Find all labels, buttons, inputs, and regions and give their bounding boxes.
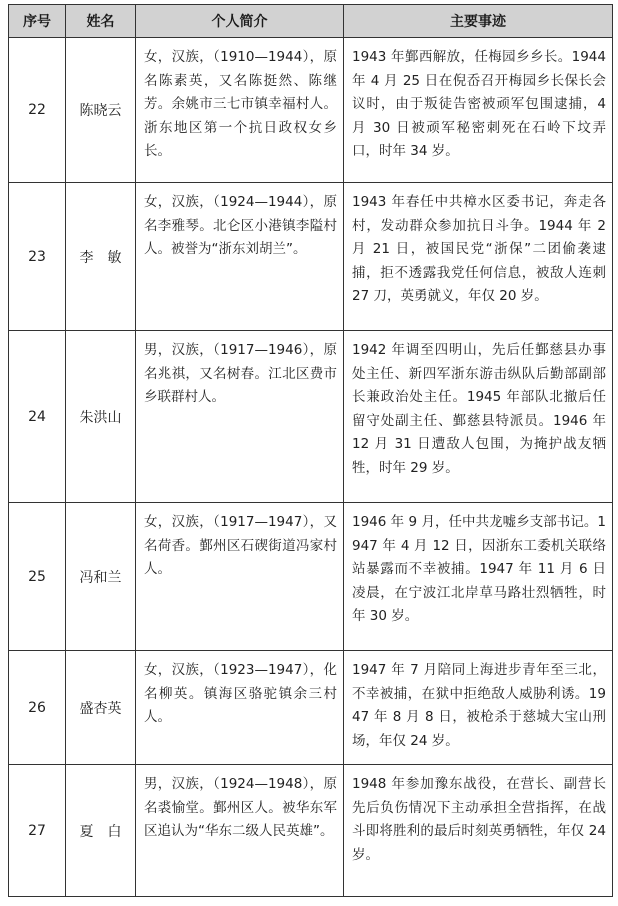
table-row	[9, 651, 613, 765]
row-name: 盛杏英	[66, 651, 136, 765]
row-intro: 女，汉族，（1923—1947），化名柳英。镇海区骆驼镇余三村人。	[136, 651, 344, 765]
row-name: 朱洪山	[66, 331, 136, 503]
row-index: 26	[9, 651, 66, 765]
row-index: 25	[9, 503, 66, 651]
row-index: 22	[9, 38, 66, 183]
row-deeds: 1943 年鄞西解放，任梅园乡乡长。1944 年 4 月 25 日在倪岙召开梅园乡长保长会议时，由于叛徒告密被顽军包围逮捕，4 月 30 日被顽军秘密刺死在石岭下坟弄口，时年 34 岁。	[344, 38, 613, 183]
table-row	[9, 765, 613, 897]
row-intro: 男，汉族，（1924—1948），原名裘愉堂。鄞州区人。被华东军区追认为“华东二级人民英雄”。	[136, 765, 344, 897]
row-intro: 男，汉族，（1917—1946），原名兆祺，又名树春。江北区费市乡联群村人。	[136, 331, 344, 503]
row-deeds: 1948 年参加豫东战役，在营长、副营长先后负伤情况下主动承担全营指挥，在战斗即将胜利的最后时刻英勇牺牲，年仅 24 岁。	[344, 765, 613, 897]
row-index: 23	[9, 183, 66, 331]
table-row	[9, 331, 613, 503]
row-intro: 女，汉族，（1910—1944），原名陈素英，又名陈挺然、陈继芳。余姚市三七市镇幸福村人。浙东地区第一个抗日政权女乡长。	[136, 38, 344, 183]
row-deeds: 1947 年 7 月陪同上海进步青年至三北，不幸被捕，在狱中拒绝敌人威胁利诱。1947 年 8 月 8 日，被枪杀于慈城大宝山刑场，年仅 24 岁。	[344, 651, 613, 765]
row-name: 冯和兰	[66, 503, 136, 651]
table-row	[9, 503, 613, 651]
row-deeds: 1946 年 9 月，任中共龙嘘乡支部书记。1947 年 4 月 12 日，因浙东工委机关联络站暴露而不幸被捕。1947 年 11 月 6 日凌晨，在宁波江北岸草马路壮烈牺牲，时年 30 岁。	[344, 503, 613, 651]
header-deeds: 主要事迹	[344, 5, 613, 38]
header-index: 序号	[9, 5, 66, 38]
header-intro: 个人简介	[136, 5, 344, 38]
header-name: 姓名	[66, 5, 136, 38]
table-row	[9, 38, 613, 183]
row-intro: 女，汉族，（1917—1947），又名荷香。鄞州区石碶街道冯家村人。	[136, 503, 344, 651]
row-deeds: 1942 年调至四明山，先后任鄞慈县办事处主任、新四军浙东游击纵队后勤部副部长兼政治处主任。1945 年部队北撤后任留守处副主任、鄞慈县特派员。1946 年 12 月 31 日遭敌人包围，为掩护战友牺牲，时年 29 岁。	[344, 331, 613, 503]
row-name: 夏 白	[66, 765, 136, 897]
row-intro: 女，汉族，（1924—1944），原名李雅琴。北仑区小港镇李隘村人。被誉为“浙东刘胡兰”。	[136, 183, 344, 331]
row-name: 陈晓云	[66, 38, 136, 183]
row-index: 27	[9, 765, 66, 897]
row-name: 李 敏	[66, 183, 136, 331]
row-deeds: 1943 年春任中共樟水区委书记，奔走各村，发动群众参加抗日斗争。1944 年 2 月 21 日，被国民党“浙保”二团偷袭逮捕，拒不透露我党任何信息，被敌人连刺 27 刀，英勇就义，年仅 20 岁。	[344, 183, 613, 331]
table-header-row	[9, 5, 613, 38]
table-row	[9, 183, 613, 331]
row-index: 24	[9, 331, 66, 503]
martyrs-table	[8, 4, 613, 897]
